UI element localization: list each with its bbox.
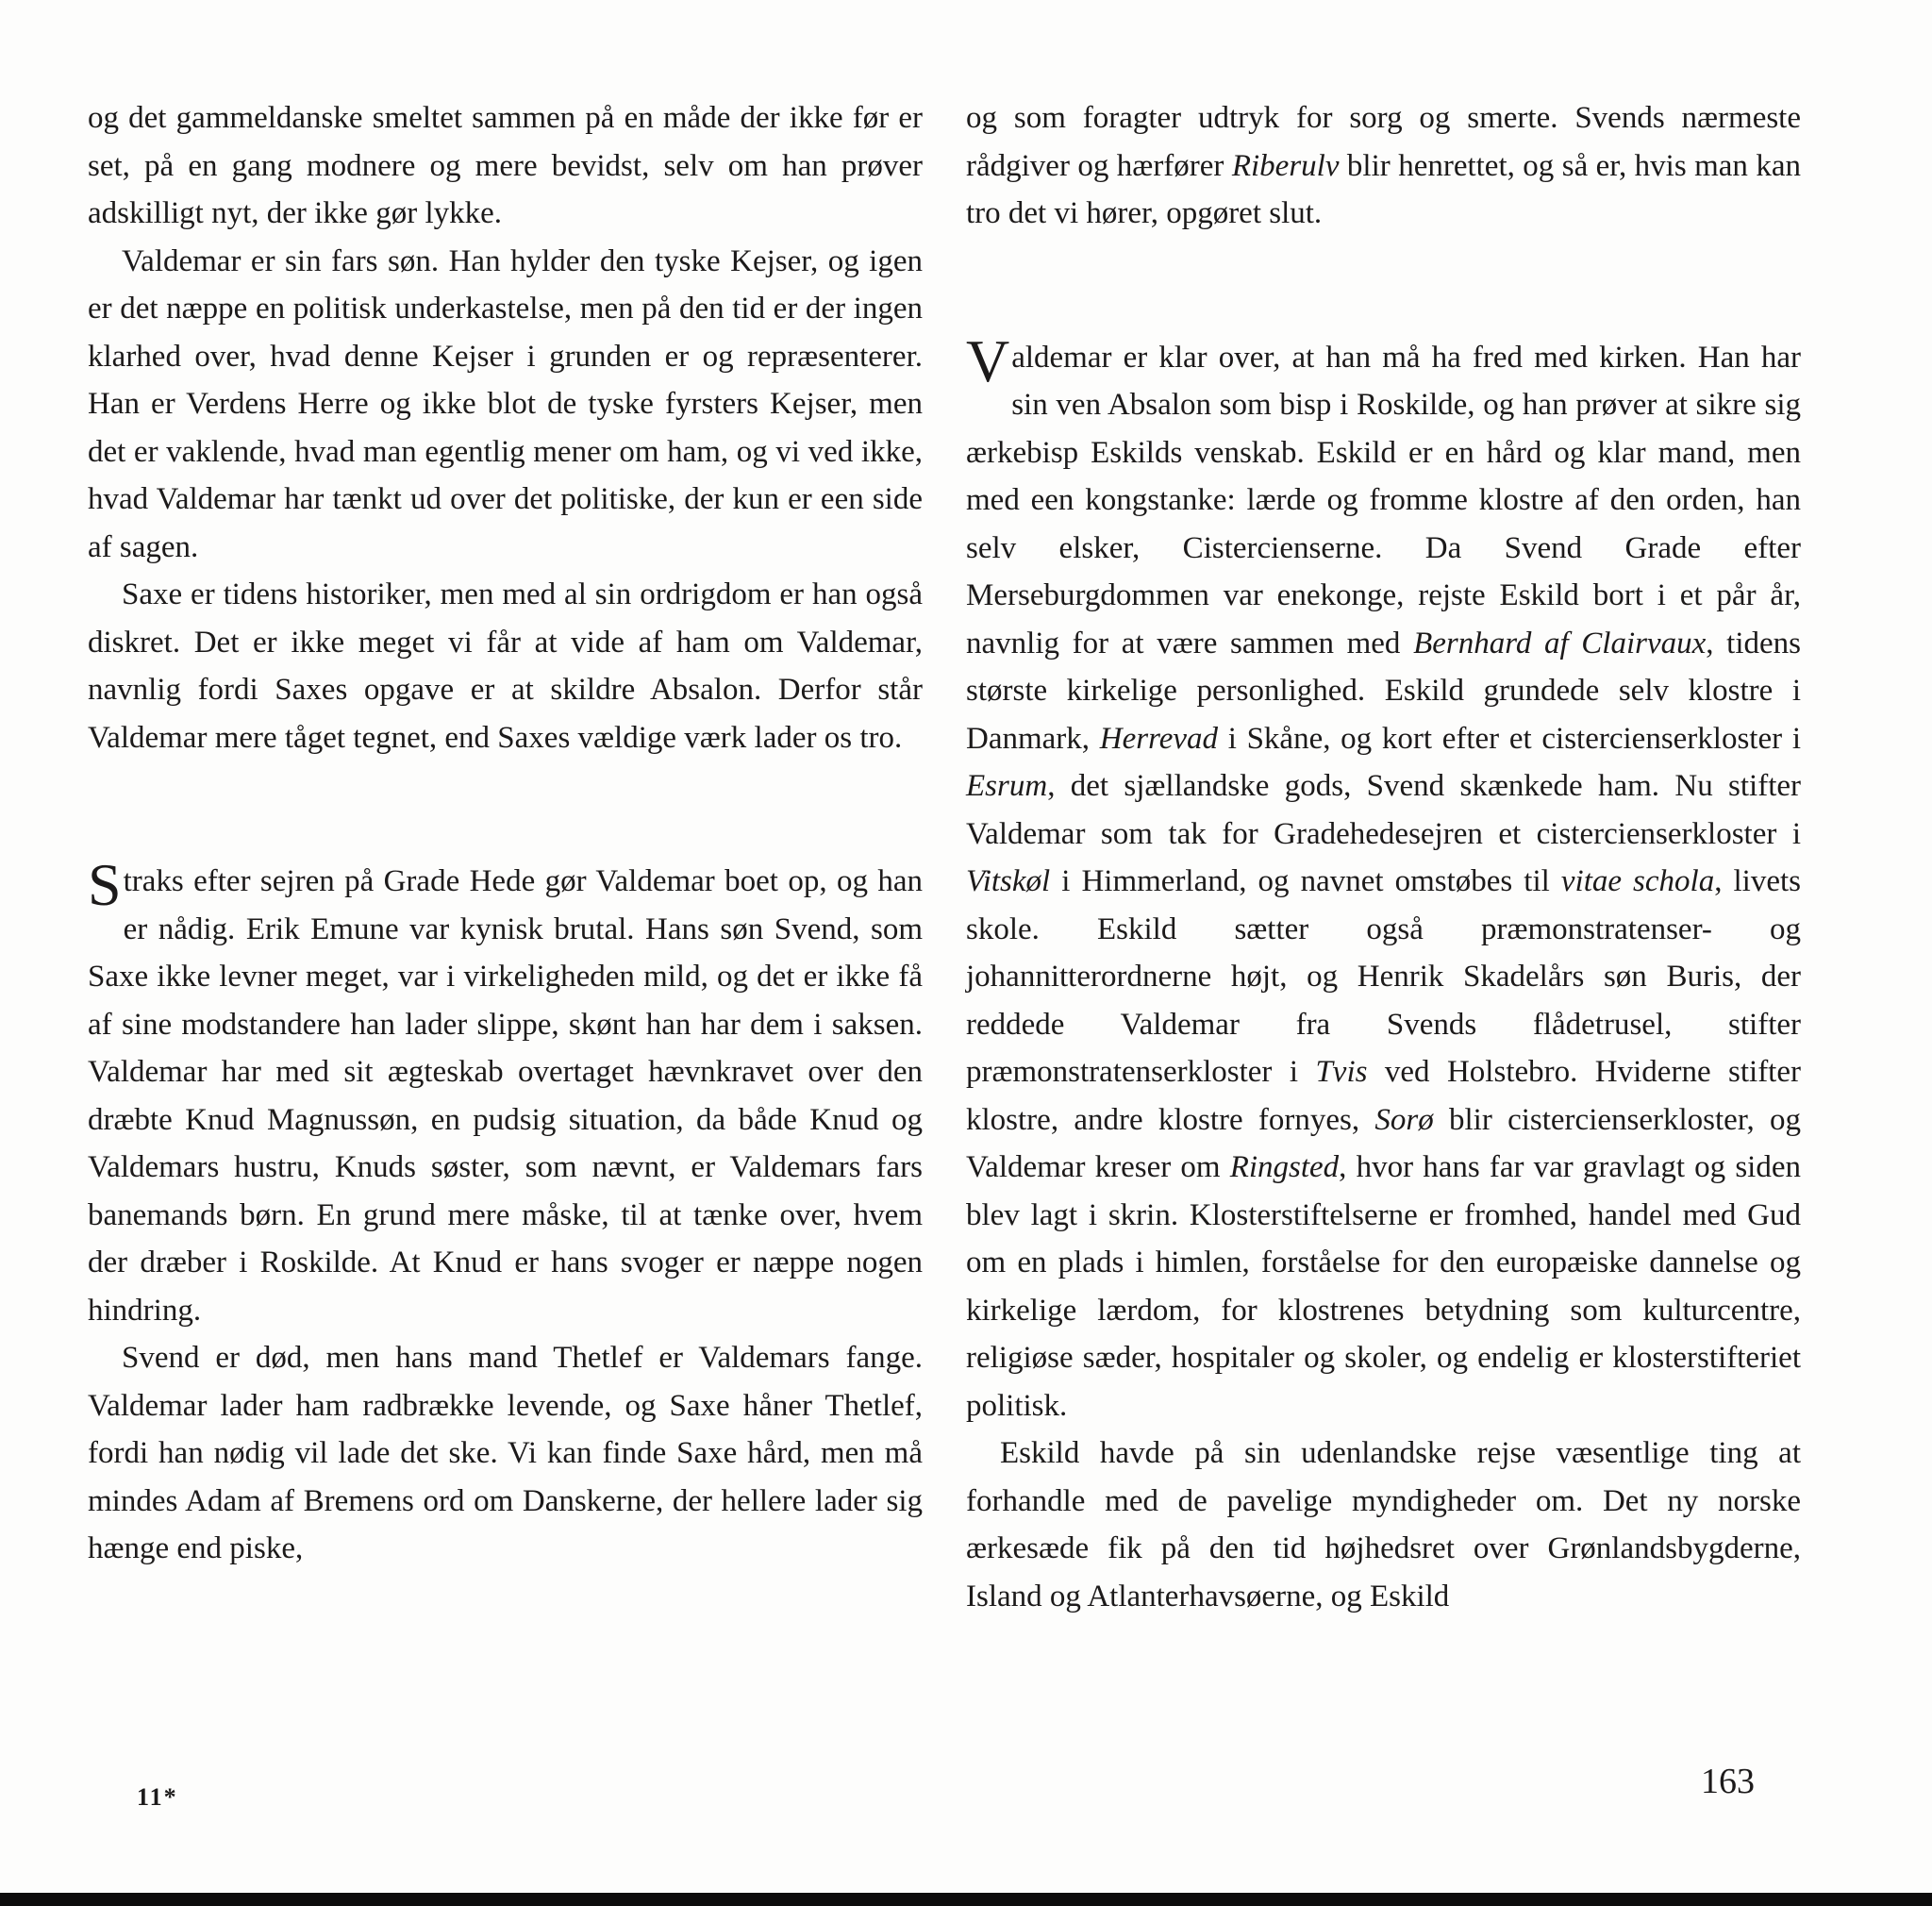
- italic-name: Vitskøl: [966, 864, 1051, 898]
- text-run: og som foragter udtryk for sorg og smerte. Svends nærmeste rådgiver og hærfører: [966, 101, 1801, 183]
- paragraph: Saxe er tidens historiker, men med al sin ordrigdom er han også diskret. Det er ikke meget vi får at vide af ham om Valdemar, navnlig fordi Saxes opgave er at skildre Absalon. Derfor står Valdemar mere tåget tegnet, end Saxes vældige værk lader os tro.: [88, 577, 923, 755]
- paragraph: Eskild havde på sin udenlandske rejse væsentlige ting at forhandle med de pavelige myndigheder om. Det ny norske ærkesæde fik på den tid højhedsret over Grønlandsbygderne, Island og Atlanterhavsøerne, og Eskild: [966, 1436, 1801, 1613]
- paragraph: [966, 94, 1801, 238]
- text-run: , tidens største kirkelige personlighed. Eskild grundede selv klostre i Danmark,: [966, 626, 1801, 756]
- text-run: , hvor hans far var gravlagt og siden blev lagt i skrin. Klosterstiftelserne er fromhed, handel med Gud om en plads i himlen, forståelse for den europæiske dannelse og kirkelige lærdom, for klostrenes betydning som kulturcentre, religiøse sæder, hospitaler og skoler, og endelig er klosterstifteriet politisk.: [966, 1150, 1801, 1423]
- text-run: , livets skole. Eskild sætter også præmonstratenser- og johannitterordnerne højt, og Henrik Skadelårs søn Buris, der reddede Valdemar fra Svends flådetrusel, stifter præmonstratenserkloster i: [966, 864, 1802, 1089]
- section-paragraph: [88, 851, 923, 1334]
- text-run: i Himmerland, og navnet omstøbes til: [1050, 864, 1561, 898]
- page-number: 163: [1701, 1762, 1755, 1801]
- paragraph-text: traks efter sejren på Grade Hede gør Valdemar boet op, og han er nådig. Erik Emune var kynisk brutal. Hans søn Svend, som Saxe ikke levner meget, var i virkeligheden mild, og det er ikke få af sine modstandere han lader slippe, skønt han har dem i saksen. Valdemar har med sit ægteskab overtaget hævnkravet over den dræbte Knud Magnussøn, en pudsig situation, da både Knud og Valdemars hustru, Knuds søster, som nævnt, er Valdemars fars banemands børn. En grund mere måske, til at tænke over, hvem der dræber i Roskilde. At Knud er hans svoger er næppe nogen hindring.: [88, 864, 923, 1328]
- italic-name: Ringsted: [1229, 1150, 1340, 1184]
- text-run: , det sjællandske gods, Svend skænkede ham. Nu stifter Valdemar som tak for Gradehedesejren et cistercienserkloster i: [966, 769, 1801, 851]
- signature-mark: 11*: [137, 1783, 178, 1811]
- drop-cap: V: [966, 326, 1010, 394]
- right-column: [966, 94, 1801, 1620]
- scan-edge: [0, 1893, 1932, 1906]
- section-paragraph: [966, 326, 1802, 1430]
- text-run: i Skåne, og kort efter et cistercienserkloster i: [1217, 721, 1801, 756]
- paragraph: og det gammeldanske smeltet sammen på en måde der ikke før er set, på en gang modnere og mere bevidst, selv om han prøver adskilligt nyt, der ikke gør lykke.: [88, 101, 923, 230]
- paragraph: Valdemar er sin fars søn. Han hylder den tyske Kejser, og igen er det næppe en politisk underkastelse, men på den tid er der ingen klarhed over, hvad denne Kejser i grunden er og repræsenterer. Han er Verdens Herre og ikke blot de tyske fyrsters Kejser, men det er vaklende, hvad man egentlig mener om ham, og vi ved ikke, hvad Valdemar har tænkt ud over det politiske, der kun er een side af sagen.: [88, 243, 923, 564]
- italic-name: Bernhard af Clairvaux: [1413, 626, 1707, 660]
- text-run: aldemar er klar over, at han må ha fred med kirken. Han har sin ven Absalon som bisp i Roskilde, og han prøver at sikre sig ærkebisp Eskilds venskab. Eskild er en hård og klar mand, men med een kongstanke: lærde og fromme klostre af den orden, han selv elsker, Cistercienserne. Da Svend Grade efter Merseburgdommen var enekonge, rejste Eskild bort i et pår år, navnlig for at være sammen med: [966, 340, 1801, 660]
- left-column: [88, 94, 923, 1573]
- paragraph: Svend er død, men hans mand Thetlef er Valdemars fange. Valdemar lader ham radbrække levende, og Saxe håner Thetlef, fordi han nødig vil lade det ske. Vi kan finde Saxe hård, men må mindes Adam af Bremens ord om Danskerne, der hellere lader sig hænge end piske,: [88, 1341, 923, 1565]
- drop-cap: S: [88, 851, 122, 918]
- italic-name: Riberulv: [1231, 148, 1340, 183]
- text-run: blir cistercienserkloster, og Valdemar kreser om: [966, 1102, 1801, 1184]
- text-run: blir henrettet, og så er, hvis man kan tro det vi hører, opgøret slut.: [966, 148, 1801, 230]
- italic-name: Esrum: [966, 769, 1048, 803]
- italic-name: Sorø: [1374, 1102, 1434, 1137]
- text-run: ved Holstebro. Hviderne stifter klostre, andre klostre fornyes,: [966, 1055, 1801, 1137]
- italic-name: Tvis: [1315, 1055, 1368, 1089]
- italic-name: vitae schola: [1560, 864, 1715, 898]
- italic-name: Herrevad: [1099, 721, 1218, 756]
